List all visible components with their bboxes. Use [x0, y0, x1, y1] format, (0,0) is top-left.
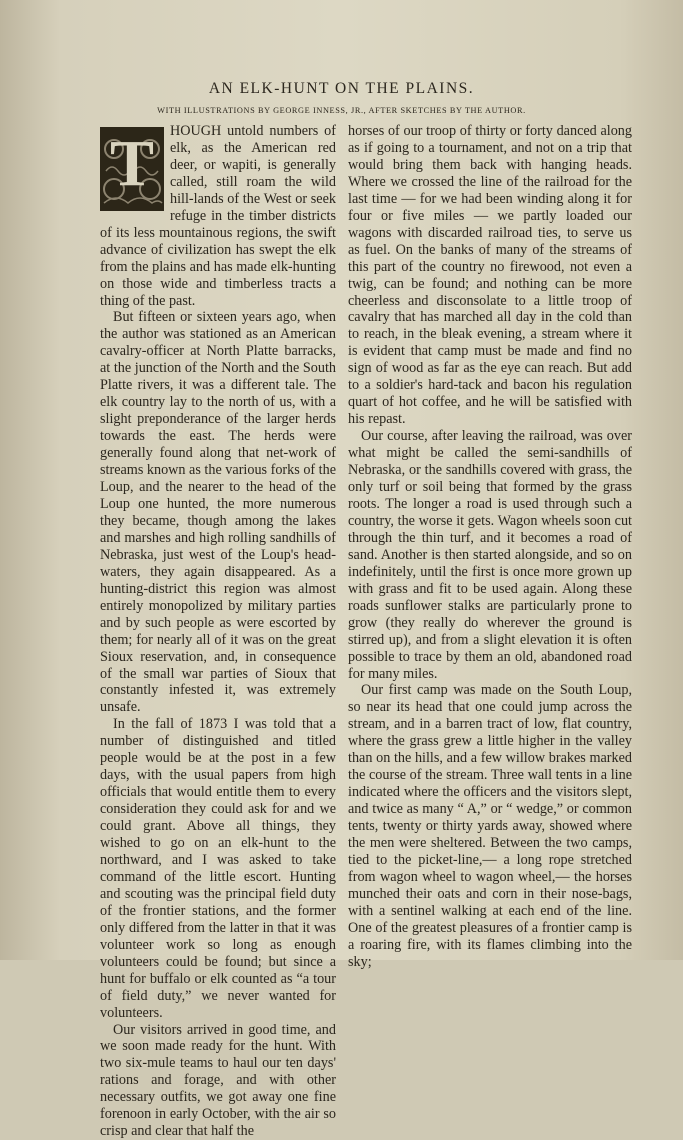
ornamental-drop-cap — [100, 127, 164, 211]
right-paragraph-2: Our course, after leaving the railroad, was over what might be called the semi-sandhills of Nebraska, or the sandhills covered with grass, the only turf or soil being that formed by the grass roots. The longer a road is used through such a country, the worse it gets. Wagon wheels soon cut through the thin turf, and it becomes a road of sand. Another is then started alongside, and so on indefinitely, until the first is once more grown up with grass and fit to be used again. Along these roads sunflower stalks are particularly prone to grow (they really do wherever the ground is stirred up), and from a slight elevation it is often possible to trace by them an old, abandoned road for many miles. — [348, 428, 632, 682]
left-paragraph-4: Our visitors arrived in good time, and we soon made ready for the hunt. With two six-mule teams to haul our ten days' rations and forage, and with other necessary outfits, we got away one fine forenoon in early October, with the air so crisp and clear that half the — [100, 1021, 336, 1140]
article-subtitle: WITH ILLUSTRATIONS BY GEORGE INNESS, JR., AFTER SKETCHES BY THE AUTHOR. — [157, 106, 526, 115]
left-paragraph-1 — [100, 123, 336, 309]
left-paragraph-1-text: HOUGH untold numbers of elk, as the American red deer, or wapiti, is generally called, still roam the wild hill-lands of the West or seek refuge in the timber districts of its less mountainous regions, the swift advance of civilization has swept the elk from the plains and has made elk-hunting on those wide and timberless tracts a thing of the past. — [100, 123, 336, 309]
left-paragraph-3: In the fall of 1873 I was told that a number of distinguished and titled people would be at the post in a few days, with the usual papers from high officials that would entitle them to every consideration they could ask for and we could grant. Above all things, they wished to go on an elk-hunt to the northward, and I was asked to take command of the little escort. Hunting and scouting was the principal field duty of the frontier stations, and the former only differed from the latter in that it was volunteer work so long as enough volunteers could be found; but since a hunt for buffalo or elk counted as “a tour of field duty,” we never wanted for volunteers. — [100, 716, 336, 1021]
right-paragraph-1: horses of our troop of thirty or forty danced along as if going to a tournament, and not on a trip that would bring them back with hanging heads. Where we crossed the line of the railroad for the last time — for we had been winding along it for four or five miles — we partly loaded our wagons with discarded railroad ties, to serve us as fuel. On the banks of many of the streams of this part of the country no firewood, not even a twig, can be found; and nothing can be more cheerless and disconsolate to a little troop of cavalry that has marched all day in the cold than to reach, in the bleak evening, a stream where it is evident that camp must be made and find no sign of wood as far as the eye can reach. But add to a soldier's hard-tack and bacon his regulation quart of hot coffee, and he will be satisfied with his repast. — [348, 123, 632, 428]
article-title: AN ELK-HUNT ON THE PLAINS. — [208, 80, 475, 97]
drop-cap-letter: T — [109, 127, 155, 200]
left-paragraph-2: But fifteen or sixteen years ago, when the author was stationed as an American cavalry-officer at North Platte barracks, at the junction of the North and the South Platte rivers, it was a different tale. The elk country lay to the north of us, with a slight preponderance of the larger herds towards the east. The herds were generally found along that net-work of streams known as the various forks of the Loup, and the nearer to the head of the Loup one hunted, the more numerous they became, though among the lakes and marshes and high rolling sandhills of Nebraska, just west of the Loup's head-waters, they again disappeared. As a hunting-district this region was almost entirely monopolized by military parties and by such people as were escorted by them; for nearly all of it was on the great Sioux reservation, and, in consequence of the small war parties of Sioux that constantly infested it, was extremely unsafe. — [100, 309, 337, 716]
right-paragraph-3: Our first camp was made on the South Loup, so near its head that one could jump across the stream, and in a barren tract of low, flat country, where the grass grew a little higher in the valley than on the hills, and a few willow brakes marked the course of the stream. Three wall tents in a line indicated where the officers and the visitors slept, and twice as many “ A,” or “ wedge,” or common tents, twenty or thirty yards away, showed where the men were sheltered. Between the two camps, tied to the picket-line,— a long rope stretched from wagon wheel to wagon wheel,— the horses munched their oats and corn in their nose-bags, with a sentinel walking at each end of the line. One of the greatest pleasures of a frontier camp is a roaring fire, with its flames climbing into the sky; — [348, 682, 632, 970]
left-column — [100, 123, 336, 1140]
right-column — [348, 123, 632, 971]
